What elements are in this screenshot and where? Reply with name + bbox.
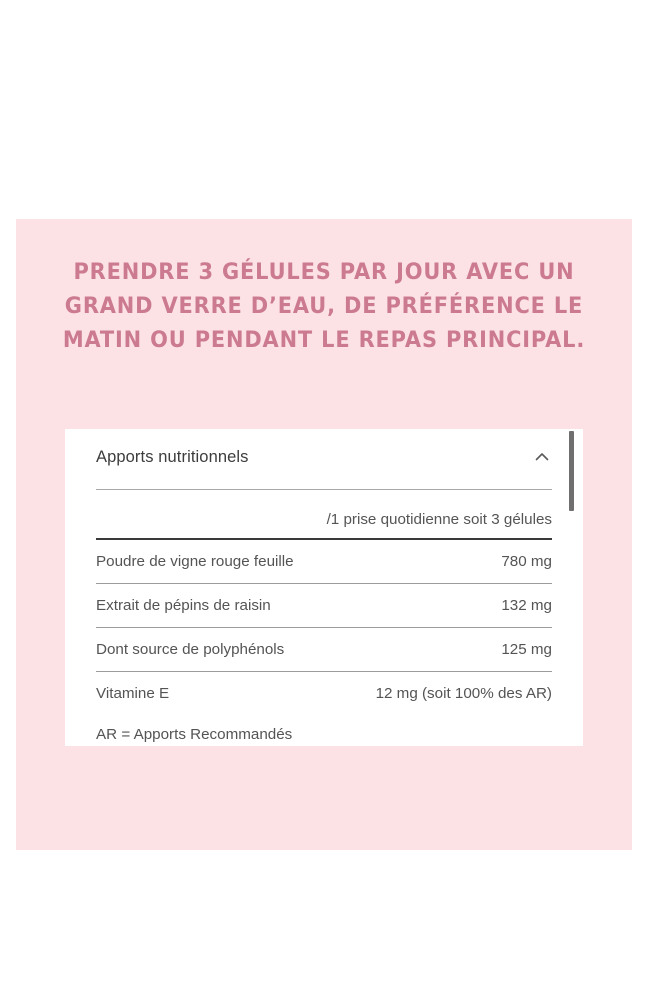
nutrient-amount: 780 mg bbox=[501, 552, 552, 570]
nutrient-amount: 132 mg bbox=[501, 596, 552, 614]
accordion-title: Apports nutritionnels bbox=[96, 447, 249, 466]
table-footnote: AR = Apports Recommandés bbox=[96, 726, 293, 744]
table-column-header-row bbox=[96, 500, 552, 538]
nutrition-table bbox=[96, 500, 552, 746]
nutrient-name: Dont source de polyphénols bbox=[96, 640, 285, 658]
nutrition-facts-card bbox=[65, 429, 583, 746]
table-row bbox=[96, 672, 552, 715]
table-row bbox=[96, 540, 552, 583]
nutrient-amount: 12 mg (soit 100% des AR) bbox=[375, 684, 552, 702]
card-scrollbar-thumb[interactable] bbox=[569, 431, 574, 511]
nutrient-amount: 125 mg bbox=[501, 640, 552, 658]
instruction-heading: PRENDRE 3 GÉLULES PAR JOUR AVEC UN GRAND VERRE D’EAU, DE PRÉFÉRENCE LE MATIN OU PENDANT LE REPAS PRINCIPAL. bbox=[62, 259, 586, 353]
table-row bbox=[96, 628, 552, 671]
accordion-header-divider bbox=[96, 489, 552, 490]
nutrient-name: Extrait de pépins de raisin bbox=[96, 596, 271, 614]
table-column-header-dose: /1 prise quotidienne soit 3 gélules bbox=[326, 510, 552, 528]
nutrient-name: Vitamine E bbox=[96, 684, 170, 702]
chevron-up-icon[interactable] bbox=[532, 447, 552, 467]
table-row bbox=[96, 584, 552, 627]
accordion-header-apports-nutritionnels[interactable] bbox=[65, 429, 583, 485]
nutrient-name: Poudre de vigne rouge feuille bbox=[96, 552, 294, 570]
card-scrollbar-track[interactable] bbox=[569, 429, 579, 746]
